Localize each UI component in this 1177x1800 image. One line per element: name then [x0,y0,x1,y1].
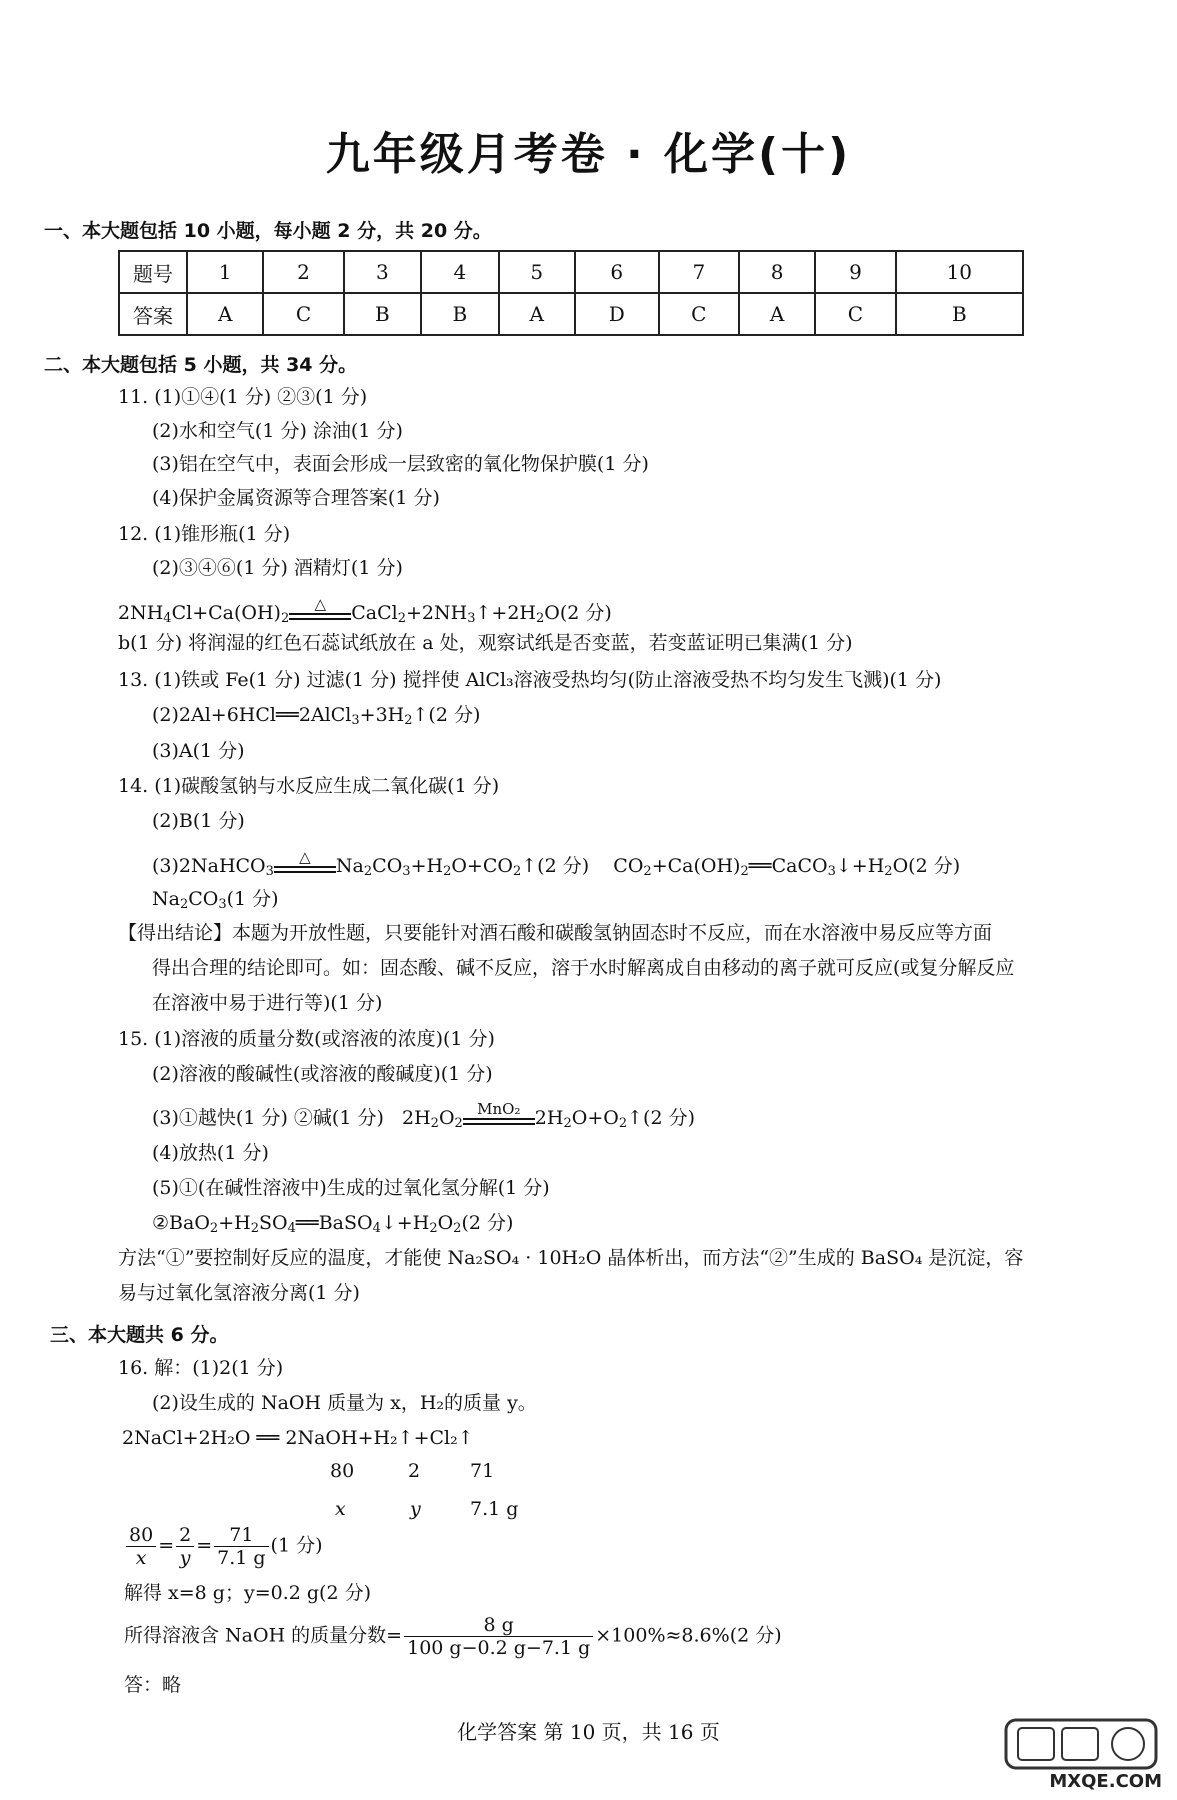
table-cell: A [739,293,815,335]
q15-line-2: (2)溶液的酸碱性(或溶液的酸碱度)(1 分) [152,1063,493,1085]
table-cell: 8 [739,251,815,293]
q16-var-x: x [335,1498,346,1520]
q14-line-4: $Na_2CO_3(1$ 分) [152,888,279,912]
q15-line-5: (5)①(在碱性溶液中)生成的过氧化氢分解(1 分) [152,1177,550,1199]
table-cell: 2 [263,251,343,293]
table-cell: 10 [896,251,1023,293]
section-1-heading: 一、本大题包括 10 小题，每小题 2 分，共 20 分。 [44,220,492,242]
table-cell: 5 [499,251,575,293]
q14-conclusion-2: 得出合理的结论即可。如：固态酸、碱不反应，溶于水时解离成自由移动的离子就可反应(或复分解反应 [152,957,1015,979]
q16-mass-71: 71 [470,1460,495,1482]
q12-line-1: 12. (1)锥形瓶(1 分) [118,523,291,545]
q16-equation: 2NaCl+2H₂O ══ 2NaOH+H₂↑+Cl₂↑ [122,1427,474,1449]
q14-conclusion-3: 在溶液中易于进行等)(1 分) [152,992,383,1014]
q14-line-1: 14. (1)碳酸氢钠与水反应生成二氧化碳(1 分) [118,775,500,797]
q13-equation: $(2)2Al+6HCl══2AlCl_3+3H_2↑(2$ 分) [152,704,481,728]
q16-line-2: (2)设生成的 NaOH 质量为 x，H₂的质量 y。 [152,1392,537,1414]
q15-line-3: (3)①越快(1 分) ②碱(1 分) $2H_2O_2$ MnO₂ $2H_2O+O_2↑(2$ 分) [152,1105,695,1137]
q16-mass-fraction [124,1614,782,1659]
q13-line-1: 13. (1)铁或 Fe(1 分) 过滤(1 分) 搅拌使 AlCl₃溶液受热均匀(防止溶液受热不均匀发生飞溅)(1 分) [118,669,942,691]
answer-label: 答案 [119,293,187,335]
table-cell: 7 [659,251,739,293]
q16-ratio: $\frac{80}{x}$ = $\frac{2}{y}$ = $\frac{71}{7.1 g}$ (1 分) [124,1524,323,1569]
mass-fraction-suffix: ×100%≈8.6%(2 分) [595,1624,782,1647]
table-cell: 4 [421,251,498,293]
q16-solve: 解得 x=8 g；y=0.2 g(2 分) [124,1582,371,1604]
q14-conclusion-1: 【得出结论】本题为开放性题，只要能针对酒石酸和碳酸氢钠固态时不反应，而在水溶液中易反应等方面 [118,922,993,944]
table-cell: C [815,293,895,335]
catalyst-label: MnO₂ [477,1100,521,1118]
q12-line-2: (2)③④⑥(1 分) 酒精灯(1 分) [152,557,403,579]
q16-answer: 答：略 [124,1674,182,1696]
watermark-text: MXQE.COM [1049,1771,1162,1792]
q15-line-3-text: (3)①越快(1 分) ②碱(1 分) [152,1107,384,1129]
header-label: 题号 [119,251,187,293]
table-cell: B [344,293,421,335]
q16-mass-2: 2 [408,1460,421,1482]
heating-condition: △ [274,856,336,878]
section-2-heading: 二、本大题包括 5 小题，共 34 分。 [44,354,358,376]
q15-line-1: 15. (1)溶液的质量分数(或溶液的浓度)(1 分) [118,1028,495,1050]
table-cell: 9 [815,251,895,293]
q16-mass-80: 80 [330,1460,355,1482]
q11-line-2: (2)水和空气(1 分) 涂油(1 分) [152,420,403,442]
q11-line-4: (4)保护金属资源等合理答案(1 分) [152,487,440,509]
ratio-fraction: $\frac{80}{x}$ [126,1524,156,1569]
table-cell: B [421,293,498,335]
q14-line-2: (2)B(1 分) [152,810,245,832]
q16-line-1: 16. 解：(1)2(1 分) [118,1357,284,1379]
heating-condition: △ [289,603,351,625]
ratio-score: (1 分) [270,1534,323,1557]
catalyst-condition [463,1100,535,1130]
q14-equations: (3)2NaHCO$_3$ △ $Na_2CO_3+H_2O+CO_2↑(2$ 分) $CO_2+Ca(OH)_2══CaCO_3↓+H_2O(2$ 分) [152,848,961,879]
table-cell: 1 [187,251,263,293]
q15-line-4: (4)放热(1 分) [152,1142,269,1164]
table-cell: 3 [344,251,421,293]
answer-table-number-row [119,251,1023,293]
ratio-fraction: $\frac{71}{7.1 g}$ [214,1524,268,1569]
table-cell: A [499,293,575,335]
q16-var-y: y [410,1498,421,1520]
q15-equation: $②BaO_2+H_2SO_4══BaSO_4↓+H_2O_2(2$ 分) [152,1212,514,1236]
answer-table [118,250,1024,336]
q12-line-3: b(1 分) 将润湿的红色石蕊试纸放在 a 处，观察试纸是否变蓝，若变蓝证明已集满(1 分) [118,632,853,654]
q15-method-2: 易与过氧化氢溶液分离(1 分) [118,1282,360,1304]
answer-table-answer-row [119,293,1023,335]
section-3-heading: 三、本大题共 6 分。 [50,1324,229,1346]
q16-mass-7-1g: 7.1 g [470,1498,519,1520]
q12-equation: $2NH_4Cl+Ca(OH)_2$ △ $CaCl_2+2NH_3↑+2H_2O(2$ 分) [118,595,612,626]
q11-line-1: 11. (1)①④(1 分) ②③(1 分) [118,386,368,408]
ratio-fraction: $\frac{2}{y}$ [176,1524,194,1569]
q15-method-1: 方法“①”要控制好反应的温度，才能使 Na₂SO₄ · 10H₂O 晶体析出，而方法“②”生成的 BaSO₄ 是沉淀，容 [118,1247,1024,1269]
table-cell: C [659,293,739,335]
q13-line-3: (3)A(1 分) [152,740,245,762]
table-cell: A [187,293,263,335]
page-footer: 化学答案 第 10 页，共 16 页 [457,1720,720,1744]
table-cell: D [575,293,659,335]
table-cell: C [263,293,343,335]
table-cell: 6 [575,251,659,293]
mass-fraction: $\frac{8 g}{100 g-0.2 g-7.1 g}$ [404,1614,593,1659]
q11-line-3: (3)铝在空气中，表面会形成一层致密的氧化物保护膜(1 分) [152,453,649,475]
mass-fraction-prefix: 所得溶液含 NaOH 的质量分数= [124,1624,403,1647]
table-cell: B [896,293,1023,335]
page-title: 九年级月考卷 · 化学(十) [325,129,852,180]
q14-line-4-score: (1 分) [226,888,279,910]
watermark-logo [1000,1716,1168,1794]
